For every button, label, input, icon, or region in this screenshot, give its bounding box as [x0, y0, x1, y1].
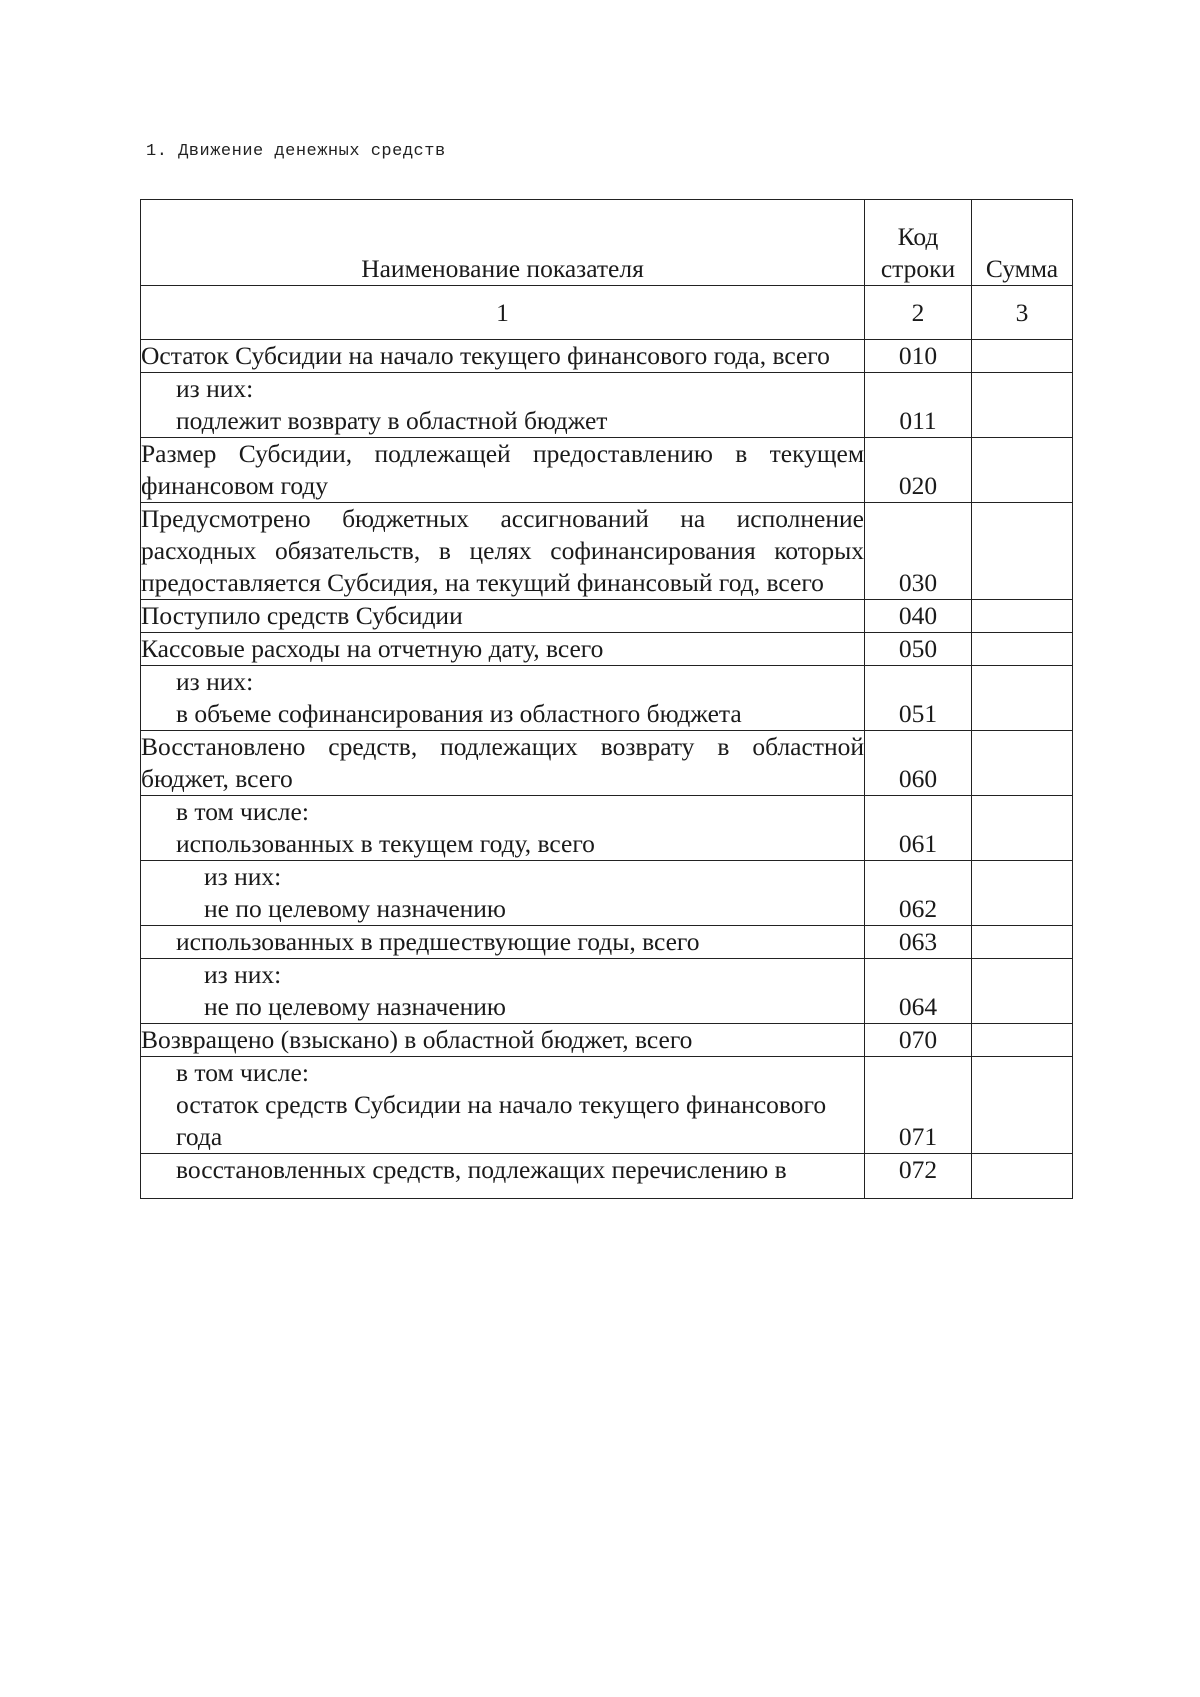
row-code: 071 [865, 1057, 972, 1154]
row-label: Остаток Субсидии на начало текущего финансового года, всего [141, 341, 830, 370]
table-row [141, 600, 1073, 633]
row-label: использованных в предшествующие годы, всего [176, 927, 700, 956]
row-label: остаток средств Субсидии на начало текущего финансового года [176, 1090, 827, 1151]
header-code-line1: Код [897, 222, 939, 251]
table-row [141, 438, 1073, 503]
table-row [141, 1057, 1073, 1154]
section-title: 1. Движение денежных средств [146, 142, 446, 161]
row-sum[interactable] [972, 600, 1073, 633]
row-code: 072 [865, 1154, 972, 1199]
table-row [141, 959, 1073, 1024]
row-name [141, 600, 865, 633]
row-code: 062 [865, 861, 972, 926]
row-label: Размер Субсидии, подлежащей предоставлению в текущем финансовом году [141, 439, 864, 500]
row-name [141, 373, 865, 438]
row-label: восстановленных средств, подлежащих перечислению в [176, 1155, 787, 1184]
row-sum[interactable] [972, 796, 1073, 861]
row-label: не по целевому назначению [204, 992, 506, 1021]
row-sum[interactable] [972, 503, 1073, 600]
row-subheading: из них: [176, 667, 254, 696]
column-number-2: 2 [865, 286, 972, 340]
table-row [141, 373, 1073, 438]
table-row [141, 1024, 1073, 1057]
row-subheading: из них: [176, 374, 254, 403]
row-sum[interactable] [972, 1057, 1073, 1154]
header-code [865, 200, 972, 286]
row-label: подлежит возврату в областной бюджет [176, 406, 608, 435]
row-subheading: из них: [204, 960, 282, 989]
column-number-3: 3 [972, 286, 1073, 340]
row-sum[interactable] [972, 340, 1073, 373]
row-code: 011 [865, 373, 972, 438]
row-code: 060 [865, 731, 972, 796]
row-name [141, 796, 865, 861]
row-name [141, 1154, 865, 1199]
row-name [141, 731, 865, 796]
table-row [141, 340, 1073, 373]
row-name [141, 633, 865, 666]
row-name [141, 666, 865, 731]
row-sum[interactable] [972, 861, 1073, 926]
row-sum[interactable] [972, 373, 1073, 438]
row-name [141, 340, 865, 373]
row-sum[interactable] [972, 666, 1073, 731]
row-sum[interactable] [972, 633, 1073, 666]
row-name [141, 1024, 865, 1057]
row-label: Кассовые расходы на отчетную дату, всего [141, 634, 604, 663]
row-code: 061 [865, 796, 972, 861]
row-code: 050 [865, 633, 972, 666]
header-row [141, 200, 1073, 286]
header-code-line2: строки [880, 254, 956, 283]
row-name [141, 438, 865, 503]
row-name [141, 959, 865, 1024]
row-code: 030 [865, 503, 972, 600]
row-name [141, 926, 865, 959]
row-label: Поступило средств Субсидии [141, 601, 463, 630]
column-number-1: 1 [141, 286, 865, 340]
row-sum[interactable] [972, 926, 1073, 959]
table-row [141, 1154, 1073, 1199]
row-sum[interactable] [972, 1154, 1073, 1199]
row-label: Предусмотрено бюджетных ассигнований на исполнение расходных обязательств, в целях софинансирования которых предоставляется Субсидия, на текущий финансовый год, всего [141, 504, 864, 597]
table-row [141, 666, 1073, 731]
row-subheading: в том числе: [176, 797, 309, 826]
table-row [141, 503, 1073, 600]
table-row [141, 731, 1073, 796]
header-sum: Сумма [972, 200, 1073, 286]
table-row [141, 861, 1073, 926]
row-code: 070 [865, 1024, 972, 1057]
row-subheading: из них: [204, 862, 282, 891]
row-name [141, 861, 865, 926]
row-label: Возвращено (взыскано) в областной бюджет, всего [141, 1025, 693, 1054]
row-sum[interactable] [972, 731, 1073, 796]
row-code: 040 [865, 600, 972, 633]
row-sum[interactable] [972, 438, 1073, 503]
row-code: 010 [865, 340, 972, 373]
row-name [141, 503, 865, 600]
table-row [141, 633, 1073, 666]
row-name [141, 1057, 865, 1154]
cash-flow-table [140, 199, 1073, 1199]
row-label: использованных в текущем году, всего [176, 829, 595, 858]
row-subheading: в том числе: [176, 1058, 309, 1087]
table-row [141, 796, 1073, 861]
row-label: Восстановлено средств, подлежащих возврату в областной бюджет, всего [141, 732, 864, 793]
header-name: Наименование показателя [141, 200, 865, 286]
row-label: в объеме софинансирования из областного бюджета [176, 699, 742, 728]
row-code: 063 [865, 926, 972, 959]
row-sum[interactable] [972, 1024, 1073, 1057]
table-row [141, 926, 1073, 959]
row-code: 064 [865, 959, 972, 1024]
row-label: не по целевому назначению [204, 894, 506, 923]
row-sum[interactable] [972, 959, 1073, 1024]
column-number-row [141, 286, 1073, 340]
row-code: 051 [865, 666, 972, 731]
row-code: 020 [865, 438, 972, 503]
